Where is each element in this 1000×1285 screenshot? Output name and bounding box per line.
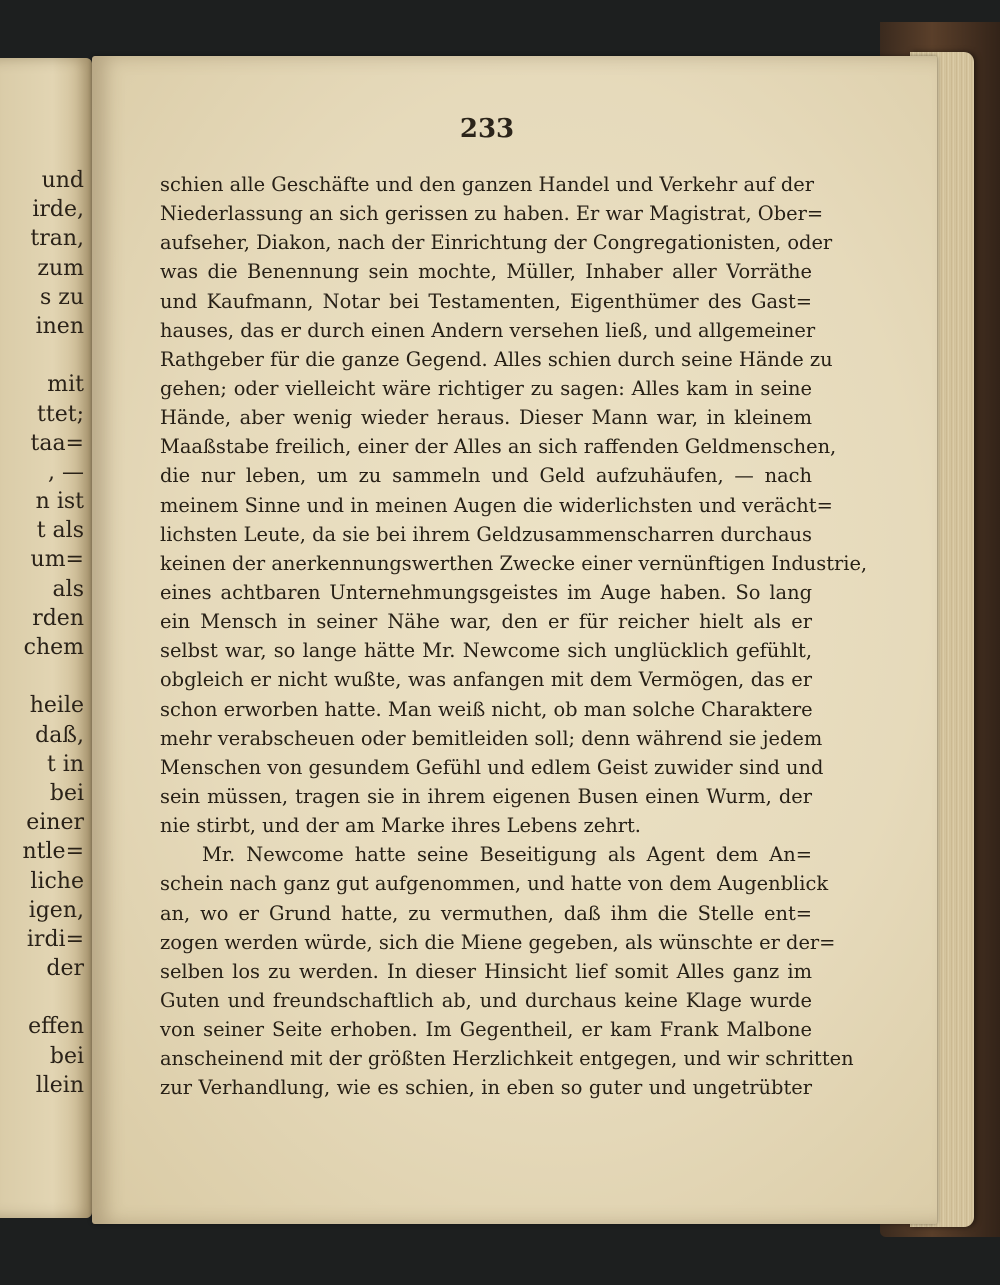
main-page	[92, 56, 937, 1224]
previous-page-text	[0, 166, 84, 1100]
left-fragment: ttet;	[37, 401, 84, 427]
left-fragment: als	[52, 576, 84, 602]
left-fragment: t als	[36, 518, 84, 544]
text-line: an, wo er Grund hatte, zu vermuthen, daß ihm die Stelle ent=	[160, 901, 812, 925]
text-line: obgleich er nicht wußte, was anfangen mit dem Vermögen, das er	[160, 668, 812, 692]
text-line: selben los zu werden. In dieser Hinsicht lief somit Alles ganz im	[160, 959, 812, 983]
left-fragment: rden	[32, 605, 84, 631]
text-line: sein müssen, tragen sie in ihrem eigenen Busen einen Wurm, der	[160, 784, 812, 808]
text-line: anscheinend mit der größten Herzlichkeit entgegen, und wir schritten	[160, 1047, 854, 1071]
body-text	[160, 170, 868, 1103]
text-line: schein nach ganz gut aufgenommen, und hatte von dem Augenblick	[160, 872, 829, 896]
left-fragment: t in	[46, 751, 84, 777]
left-fragment: irdi=	[26, 926, 84, 952]
left-fragment: bei	[49, 1043, 84, 1069]
text-line: zur Verhandlung, wie es schien, in eben so guter und ungetrübter	[160, 1076, 812, 1100]
text-line: was die Benennung sein mochte, Müller, Inhaber aller Vorräthe	[160, 260, 812, 284]
left-fragment	[0, 983, 84, 1012]
text-line: lichsten Leute, da sie bei ihrem Geldzusammenscharren durchaus	[160, 522, 812, 546]
text-line: und Kaufmann, Notar bei Testamenten, Eigenthümer des Gast=	[160, 289, 812, 313]
text-line: selbst war, so lange hätte Mr. Newcome sich unglücklich gefühlt,	[160, 639, 812, 663]
left-fragment: inen	[35, 313, 84, 339]
left-fragment: s zu	[39, 284, 84, 310]
text-line: hauses, das er durch einen Andern versehen ließ, und allgemeiner	[160, 318, 816, 342]
text-line: mehr verabscheuen oder bemitleiden soll; denn während sie jedem	[160, 726, 823, 750]
left-fragment: bei	[49, 780, 84, 806]
text-line: keinen der anerkennungswerthen Zwecke einer vernünftigen Industrie,	[160, 551, 868, 575]
text-line: ein Mensch in seiner Nähe war, den er für reicher hielt als er	[160, 610, 812, 634]
text-line: eines achtbaren Unternehmungsgeistes im Auge haben. So lang	[160, 580, 812, 604]
text-line: Rathgeber für die ganze Gegend. Alles schien durch seine Hände zu	[160, 347, 833, 371]
text-line: zogen werden würde, sich die Miene gegeben, als wünschte er der=	[160, 930, 836, 954]
text-line: schon erworben hatte. Man weiß nicht, ob man solche Charaktere	[160, 697, 813, 721]
text-line: Menschen von gesundem Gefühl und edlem Geist zuwider sind und	[160, 755, 824, 779]
left-fragment: , —	[48, 459, 84, 485]
left-fragment: der	[46, 956, 84, 982]
left-fragment: daß,	[35, 722, 84, 748]
left-fragment: liche	[30, 868, 84, 894]
left-fragment: n ist	[35, 489, 84, 515]
paragraph-end-line: nie stirbt, und der am Marke ihres Lebens zehrt.	[160, 814, 641, 838]
left-fragment: einer	[26, 810, 84, 836]
page-number: 233	[459, 114, 515, 144]
left-fragment: um=	[30, 547, 84, 573]
left-fragment: tran,	[30, 226, 84, 252]
left-fragment: llein	[35, 1072, 84, 1098]
text-line: die nur leben, um zu sammeln und Geld aufzuhäufen, — nach	[160, 464, 812, 488]
text-line: Maaßstabe freilich, einer der Alles an sich raffenden Geldmenschen,	[160, 435, 837, 459]
left-fragment: chem	[23, 635, 84, 660]
left-fragment: igen,	[28, 897, 84, 923]
left-fragment: taa=	[30, 430, 84, 456]
left-fragment	[0, 341, 84, 370]
text-line: meinem Sinne und in meinen Augen die widerlichsten und verächt=	[160, 493, 833, 517]
previous-page	[0, 58, 92, 1218]
left-fragment: und	[41, 168, 84, 193]
left-fragment: zum	[37, 255, 84, 281]
left-fragment: mit	[47, 372, 84, 398]
paragraph-start-line: Mr. Newcome hatte seine Beseitigung als Agent dem An=	[202, 843, 812, 867]
left-fragment: ntle=	[22, 839, 84, 865]
left-fragment: effen	[28, 1014, 84, 1040]
text-line: Niederlassung an sich gerissen zu haben. Er war Magistrat, Ober=	[160, 202, 824, 226]
left-fragment	[0, 662, 84, 691]
left-fragment: irde,	[32, 197, 84, 223]
text-line: Hände, aber wenig wieder heraus. Dieser Mann war, in kleinem	[160, 406, 812, 430]
text-line: Guten und freundschaftlich ab, und durchaus keine Klage wurde	[160, 988, 812, 1012]
text-line: von seiner Seite erhoben. Im Gegentheil, er kam Frank Malbone	[160, 1018, 812, 1042]
text-line: aufseher, Diakon, nach der Einrichtung der Congregationisten, oder	[160, 231, 833, 255]
left-fragment: heile	[29, 693, 84, 719]
text-line: schien alle Geschäfte und den ganzen Handel und Verkehr auf der	[160, 173, 814, 196]
text-line: gehen; oder vielleicht wäre richtiger zu sagen: Alles kam in seine	[160, 376, 812, 400]
